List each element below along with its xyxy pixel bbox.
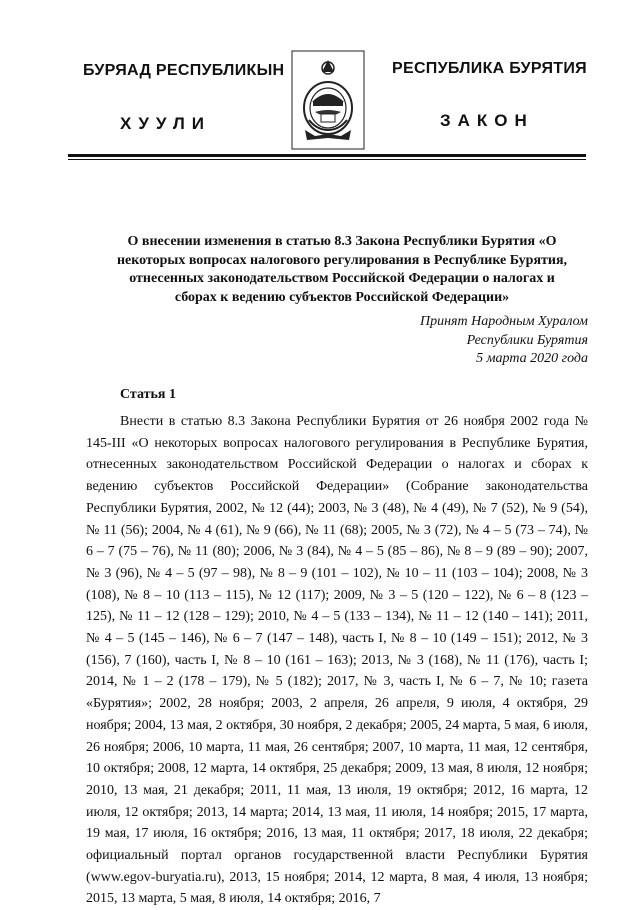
russian-law-heading: ЗАКОН bbox=[440, 111, 534, 130]
adoption-block bbox=[420, 313, 588, 369]
buryat-law-heading: ХУУЛИ bbox=[120, 114, 211, 133]
adoption-line-1: Принят Народным Хуралом bbox=[419, 314, 588, 329]
buryat-republic-heading: БУРЯАД РЕСПУБЛИКЫН bbox=[83, 62, 285, 79]
law-title: О внесении изменения в статью 8.3 Закона Республики Бурятия «О некоторых вопросах налогового регулирования в Республике Бурятия, отнесенных законодательством Российской Федерации о налогах и сборах к ведению субъектов Российской Федерации» bbox=[116, 234, 568, 305]
header-divider-thin bbox=[68, 159, 586, 160]
article-body: Внести в статью 8.3 Закона Республики Бурятия от 26 ноября 2002 года № 145-III «О некоторых вопросах налогового регулирования в Республике Бурятия, отнесенных законодательством Российской Федерации о налогах и сборах к ведению субъектов Российской Федерации» (Собрание законодательства Республики Бурятия, 2002, № 12 (44); 2003, № 3 (48), № 4 (49), № 7 (52), № 9 (54), № 11 (56); 2004, № 4 (61), № 9 (66), № 11 (68); 2005, № 3 (72), № 4 – 5 (73 – 74), № 6 – 7 (75 – 76), № 11 (80); 2006, № 3 (84), № 4 – 5 (85 – 86), № 8 – 9 (89 – 90); 2007, № 3 (96), № 4 – 5 (97 – 98), № 8 – 9 (101 – 102), № 10 – 11 (103 – 104); 2008, № 3 (108), № 8 – 10 (113 – 115), № 12 (117); 2009, № 3 – 5 (120 – 122), № 6 – 8 (123 – 125), № 11 – 12 (128 – 129); 2010, № 4 – 5 (133 – 134), № 11 – 12 (140 – 141); 2011, № 4 – 5 (145 – 146), № 6 – 7 (147 – 148), часть I, № 8 – 10 (149 – 151); 2012, № 3 (156), 7 (160), часть I, № 8 – 10 (161 – 163); 2013, № 3 (168), № 11 (176), часть I; 2014, № 1 – 2 (178 – 179), № 5 (182); 2017, № 3, часть I, № 6 – 7, № 10; газета «Бурятия»; 2002, 28 ноября; 2003, 2 апреля, 26 апреля, 9 июля, 4 октября, 29 ноября; 2004, 13 мая, 2 октября, 30 ноября, 2 декабря; 2005, 24 марта, 5 мая, 6 июля, 26 ноября; 2006, 10 марта, 11 мая, 26 сентября; 2007, 10 марта, 11 мая, 12 сентября, 10 октября; 2008, 12 марта, 14 октября, 25 декабря; 2009, 13 мая, 8 июля, 12 ноября; 2010, 13 мая, 21 декабря; 2011, 11 мая, 13 июля, 19 октября; 2012, 16 марта, 12 июля, 12 октября; 2013, 14 марта; 2014, 13 мая, 11 июля, 14 ноября; 2015, 17 марта, 19 мая, 17 июля, 16 октября; 2016, 13 мая, 11 октября; 2017, 18 июля, 22 декабря; официальный портал органов государственной власти Республики Бурятия (www.egov-buryatia.ru), 2013, 15 ноября; 2014, 12 марта, 8 мая, 4 июля, 13 ноября; 2015, 13 марта, 5 мая, 8 июля, 14 октября; 2016, 7 bbox=[86, 414, 588, 907]
russian-republic-heading: РЕСПУБЛИКА БУРЯТИЯ bbox=[392, 60, 587, 77]
adoption-line-2: Республики Бурятия bbox=[466, 332, 588, 348]
coat-of-arms-icon bbox=[291, 50, 365, 150]
article-heading: Статья 1 bbox=[120, 387, 176, 402]
adoption-date: 5 марта 2020 года bbox=[476, 351, 588, 366]
header-divider-thick bbox=[68, 154, 586, 157]
